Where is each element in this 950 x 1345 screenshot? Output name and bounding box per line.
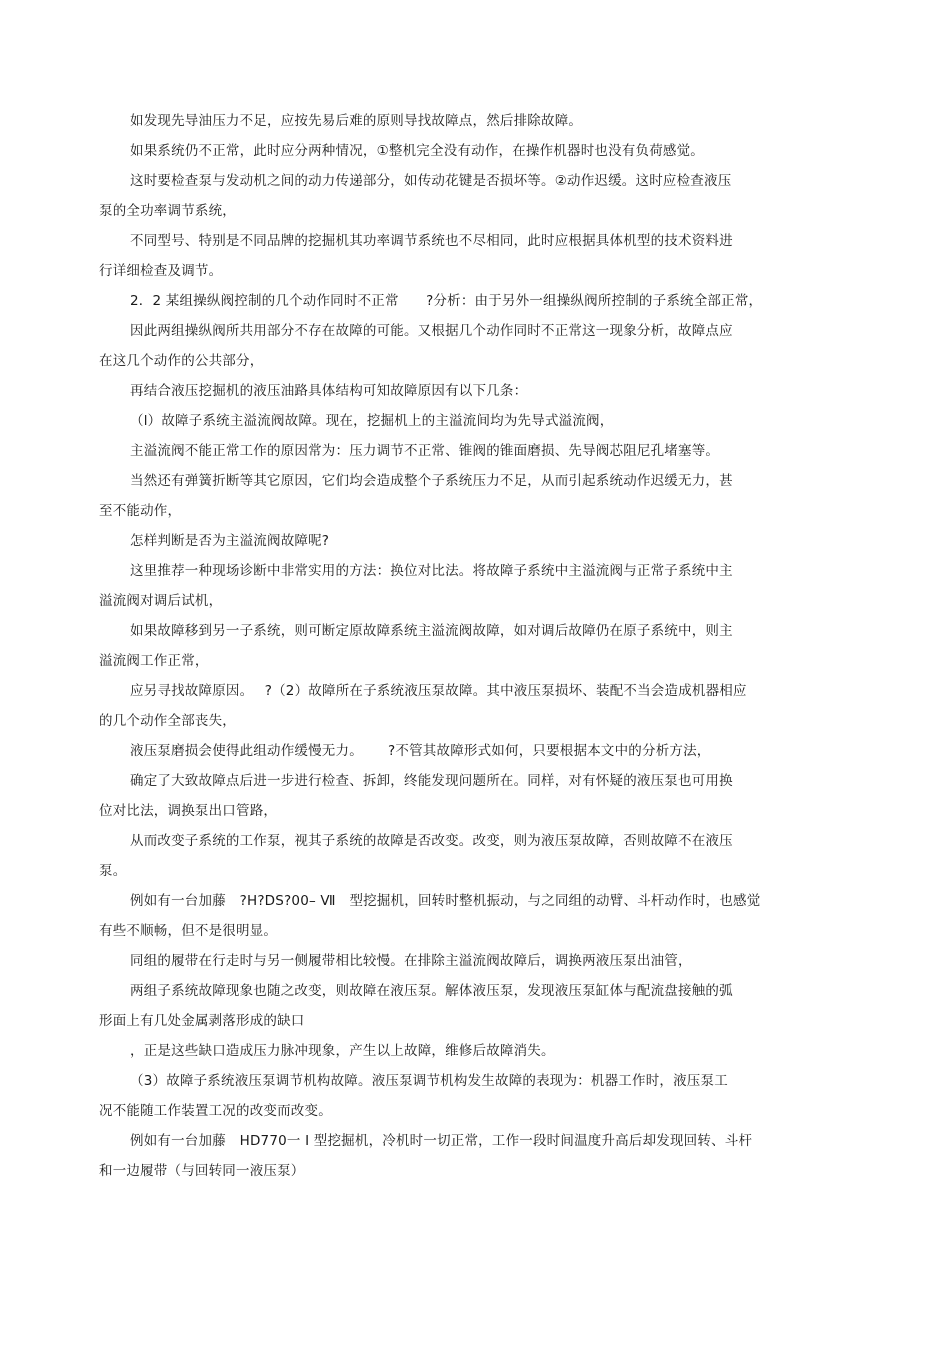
- text-line: 这里推荐一种现场诊断中非常实用的方法：换位对比法。将故障子系统中主溢流阀与正常子系统中主: [130, 563, 733, 579]
- text-line: 不同型号、特别是不同品牌的挖掘机其功率调节系统也不尽相同，此时应根据具体机型的技术资料进: [130, 233, 733, 249]
- text-line: 同组的履带在行走时与另一侧履带相比较慢。在排除主溢流阀故障后，调换两液压泵出油管，: [130, 953, 692, 969]
- text-line: 如发现先导油压力不足，应按先易后难的原则导找故障点，然后排除故障。: [130, 113, 583, 129]
- text-line: 溢流阀工作正常，: [99, 653, 209, 669]
- text-line: 至不能动作，: [99, 503, 182, 519]
- text-line: 位对比法，调换泵出口管路，: [99, 803, 278, 819]
- text-line: 在这几个动作的公共部分，: [99, 353, 264, 369]
- text-line: 再结合液压挖掘机的液压油路具体结构可知故障原因有以下几条：: [130, 383, 528, 399]
- text-line: 泵的全功率调节系统，: [99, 203, 236, 219]
- section-heading: 2．2 某组操纵阀控制的几个动作同时不正常 ?分析：由于另外一组操纵阀所控制的子系统全部正常，: [130, 293, 763, 309]
- text-line: ，正是这些缺口造成压力脉冲现象，产生以上故障，维修后故障消失。: [130, 1043, 555, 1059]
- text-line: 行详细检查及调节。: [99, 263, 223, 279]
- text-line: 液压泵磨损会使得此组动作缓慢无力。 ?不管其故障形式如何，只要根据本文中的分析方法，: [130, 743, 711, 759]
- text-line: 如果故障移到另一子系统，则可断定原故障系统主溢流阀故障，如对调后故障仍在原子系统中，则主: [130, 623, 733, 639]
- text-line: 当然还有弹簧折断等其它原因，它们均会造成整个子系统压力不足，从而引起系统动作迟缓无力，甚: [130, 473, 733, 489]
- text-line: 因此两组操纵阀所共用部分不存在故障的可能。又根据几个动作同时不正常这一现象分析，故障点应: [130, 323, 733, 339]
- text-line: （3）故障子系统液压泵调节机构故障。液压泵调节机构发生故障的表现为：机器工作时，液压泵工: [130, 1073, 728, 1089]
- text-line: 有些不顺畅，但不是很明显。: [99, 923, 278, 939]
- text-line: 应另寻找故障原因。 ?（2）故障所在子系统液压泵故障。其中液压泵损坏、装配不当会造成机器相应: [130, 683, 747, 699]
- text-line: 从而改变子系统的工作泵，视其子系统的故障是否改变。改变，则为液压泵故障，否则故障不在液压: [130, 833, 733, 849]
- text-line: 的几个动作全部丧失，: [99, 713, 236, 729]
- text-line: 泵。: [99, 863, 127, 879]
- text-line: 怎样判断是否为主溢流阀故障呢?: [130, 533, 330, 549]
- text-line: 和一边履带（与回转同一液压泵）: [99, 1163, 305, 1179]
- text-line: 例如有一台加藤 HD770一 Ⅰ 型挖掘机，冷机时一切正常，工作一段时间温度升高后却发现回转、斗杆: [130, 1133, 753, 1149]
- text-line: 主溢流阀不能正常工作的原因常为：压力调节不正常、锥阀的锥面磨损、先导阀芯阻尼孔堵塞等。: [130, 443, 720, 459]
- text-line: （l）故障子系统主溢流阀故障。现在，挖掘机上的主溢流间均为先导式溢流阀，: [130, 413, 614, 429]
- text-line: 形面上有几处金属剥落形成的缺口: [99, 1013, 305, 1029]
- text-line: 两组子系统故障现象也随之改变，则故障在液压泵。解体液压泵，发现液压泵缸体与配流盘接触的弧: [130, 983, 733, 999]
- text-line: 溢流阀对调后试机，: [99, 593, 223, 609]
- text-line: 例如有一台加藤 ?H?DS?00– Ⅶ 型挖掘机，回转时整机振动，与之同组的动臂、斗杆动作时，也感觉: [130, 893, 761, 909]
- text-line: 况不能随工作装置工况的改变而改变。: [99, 1103, 332, 1119]
- text-line: 这时要检查泵与发动机之间的动力传递部分，如传动花键是否损坏等。②动作迟缓。这时应检查液压: [130, 173, 732, 189]
- text-line: 如果系统仍不正常，此时应分两种情况，①整机完全没有动作，在操作机器时也没有负荷感觉。: [130, 143, 705, 159]
- text-line: 确定了大致故障点后进一步进行检查、拆卸，终能发现问题所在。同样，对有怀疑的液压泵也可用换: [130, 773, 733, 789]
